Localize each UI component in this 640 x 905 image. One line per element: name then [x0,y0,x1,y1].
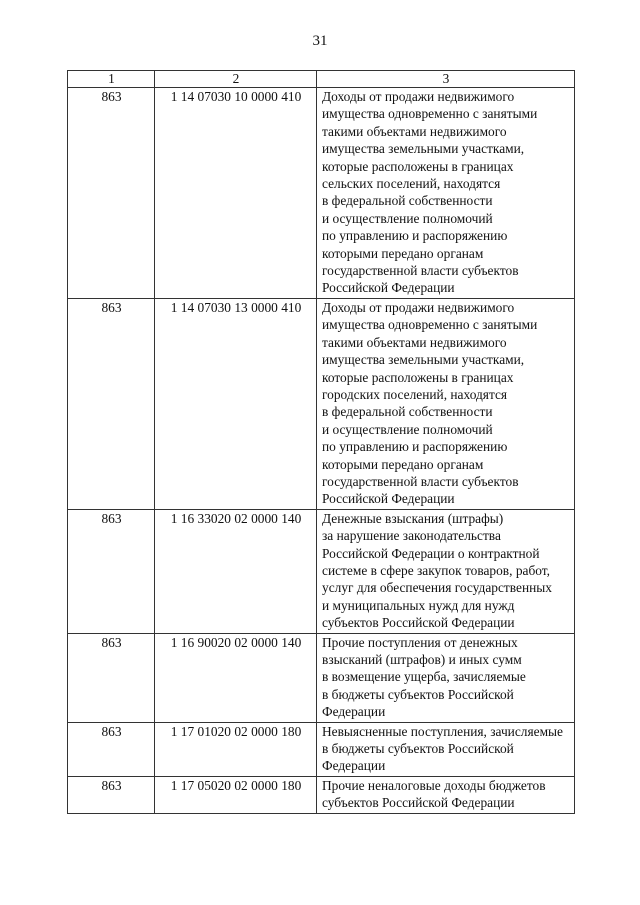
description-cell [317,509,575,633]
table-row [68,509,575,633]
description-text: Доходы от продажи недвижимого имущества одновременно с занятыми такими объектами недвижимого имущества земельными участками, которые расположены в границах сельских поселений, находятся в федеральной собственности и осуществление полномочий по управлению и распоряжению которыми передано органам государственной власти субъектов Российской Федерации [322,89,538,296]
column-header-description: 3 [317,71,575,88]
description-text: Прочие поступления от денежных взысканий (штрафов) и иных сумм в возмещение ущерба, зачисляемые в бюджеты субъектов Российской Федерации [322,634,526,720]
kbk-code-cell: 1 17 05020 02 0000 180 [155,776,317,813]
column-header-admin-code: 1 [68,71,155,88]
kbk-code-cell: 1 16 33020 02 0000 140 [155,509,317,633]
description-cell [317,633,575,722]
table-row [68,776,575,813]
admin-code-cell: 863 [68,722,155,776]
description-cell [317,298,575,509]
admin-code-cell: 863 [68,776,155,813]
description-text: Прочие неналоговые доходы бюджетов субъектов Российской Федерации [322,777,546,811]
page-number: 31 [312,33,328,49]
table-row [68,298,575,509]
admin-code-cell: 863 [68,633,155,722]
kbk-code-cell: 1 14 07030 10 0000 410 [155,88,317,299]
table-header-row [68,71,575,88]
kbk-code-cell: 1 17 01020 02 0000 180 [155,722,317,776]
description-text: Невыясненные поступления, зачисляемые в бюджеты субъектов Российской Федерации [322,723,563,774]
admin-code-cell: 863 [68,298,155,509]
description-text: Доходы от продажи недвижимого имущества одновременно с занятыми такими объектами недвижимого имущества земельными участками, которые расположены в границах городских поселений, находятся в федеральной собственности и осуществление полномочий по управлению и распоряжению которыми передано органам государственной власти субъектов Российской Федерации [322,299,538,507]
description-cell [317,722,575,776]
table-row [68,88,575,299]
table-row [68,633,575,722]
admin-code-cell: 863 [68,509,155,633]
column-header-kbk: 2 [155,71,317,88]
table-row [68,722,575,776]
description-text: Денежные взыскания (штрафы) за нарушение законодательства Российской Федерации о контрактной системе в сфере закупок товаров, работ, услуг для обеспечения государственных и муниципальных нужд для нужд субъектов Российской Федерации [322,510,552,631]
kbk-code-cell: 1 16 90020 02 0000 140 [155,633,317,722]
kbk-code-cell: 1 14 07030 13 0000 410 [155,298,317,509]
description-cell [317,776,575,813]
admin-code-cell: 863 [68,88,155,299]
budget-revenue-table [67,70,575,814]
description-cell [317,88,575,299]
